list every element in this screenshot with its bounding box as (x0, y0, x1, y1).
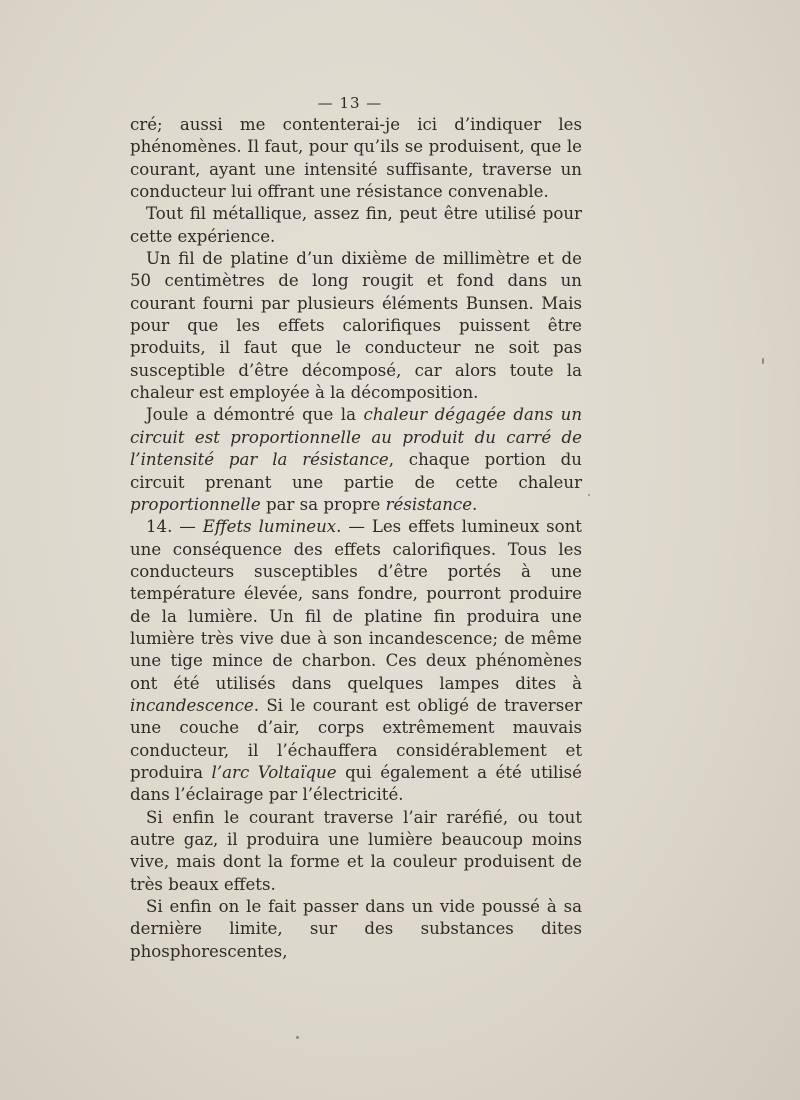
italic-run: résistance (385, 494, 473, 514)
paragraph (130, 203, 582, 248)
paper-speck (762, 358, 764, 364)
page-number: — 13 — (317, 94, 383, 112)
text-run: Un fil de platine d’un dixième de millimètre et de 50 centimètres de long rougit et fond dans un courant fourni par plusieurs éléments Bunsen. Mais pour que les effets calorifiques puissent être produits, il faut que le conducteur ne soit pas susceptible d’être décomposé, car alors toute la chaleur est employée à la décomposition. (130, 249, 582, 403)
paper-speck (588, 494, 590, 496)
text-run: , chaque portion du circuit prenant une partie de cette chaleur (130, 450, 582, 492)
italic-run: proportionnelle (130, 494, 261, 514)
paragraph (130, 248, 582, 404)
text-run: cré; aussi me contenterai-je ici d’indiquer les phénomènes. Il faut, pour qu’ils se produisent, que le courant, ayant une intensité suffisante, traverse un conducteur lui offrant une résistance convenable. (130, 115, 582, 202)
text-run: . Si le courant est obligé de traverser une couche d’air, corps extrêmement mauvais conducteur, il l’échauffera considérablement et produira (130, 695, 582, 782)
text-run: Si enfin on le fait passer dans un vide poussé à sa dernière limite, sur des substances dites phosphorescentes, (130, 897, 582, 961)
text-run: Tout fil métallique, assez fin, peut être utilisé pour cette expérience. (130, 204, 582, 246)
italic-run: l’arc Voltaïque (211, 762, 337, 782)
text-run: Joule a démontré que la (146, 405, 364, 425)
text-run: . (472, 494, 478, 514)
paper-speck (296, 1036, 299, 1039)
paragraph (130, 114, 582, 203)
text-run: qui également a été utilisé dans l’éclairage par l’électricité. (130, 762, 583, 805)
paragraph (130, 516, 582, 806)
paragraph (130, 404, 582, 516)
italic-run: incandescence (130, 695, 254, 715)
text-run: Si enfin le courant traverse l’air raréfié, ou tout autre gaz, il produira une lumière beaucoup moins vive, mais dont la forme et la couleur produisent de très beaux effets. (130, 807, 582, 894)
italic-run: chaleur dégagée dans un circuit est proportionnelle au produit du carré de l’intensité par la résistance (130, 405, 583, 470)
text-run: 14. — (146, 517, 203, 537)
text-run: . — Les effets lumineux sont une conséquence des effets calorifiques. Tous les conducteurs susceptibles d’être portés à une température élevée, sans fondre, pourront produire de la lumière. Un fil de platine fin produira une lumière très vive due à son incandescence; de même une tige mince de charbon. Ces deux phénomènes ont été utilisés dans quelques lampes dites à (130, 517, 582, 693)
italic-run: Effets lumineux (202, 517, 337, 537)
body-text (130, 114, 582, 963)
paragraph (130, 896, 582, 963)
text-run: par sa propre (260, 494, 386, 514)
paragraph (130, 807, 582, 896)
